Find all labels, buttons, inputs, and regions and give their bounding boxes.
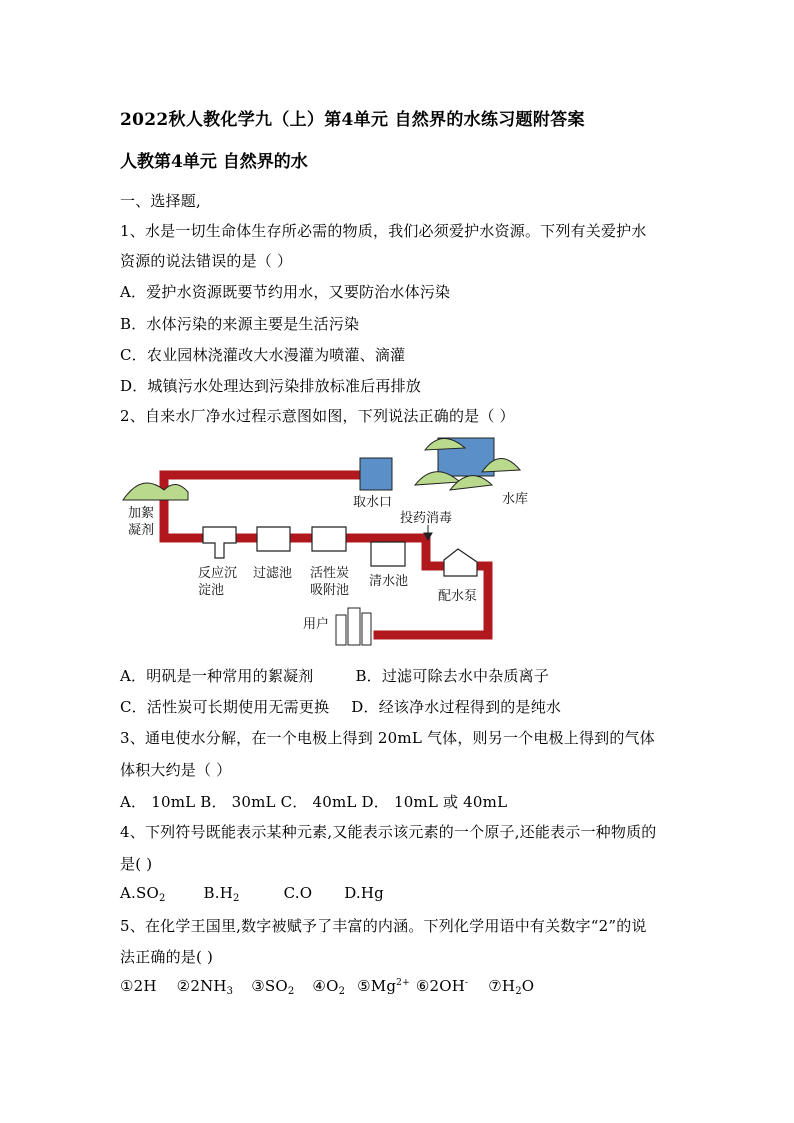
q5-item-5: $⑤Mg^{2+}$ [357, 977, 410, 995]
label-flocculant-2: 凝剂 [128, 523, 155, 538]
q1-option-b: B．水体污染的来源主要是生活污染 [120, 315, 360, 333]
q5-item-3: $③SO_2$ [251, 977, 295, 997]
q4-option-b: $B.H_2$ [203, 884, 240, 904]
label-pump: 配水泵 [438, 589, 478, 604]
q2-options-row2 [120, 696, 561, 717]
q5-items [120, 977, 534, 995]
q1-stem-line2: 资源的说法错误的是（ ） [120, 252, 293, 270]
label-intake: 取水口 [353, 495, 393, 510]
q4-stem-line1: 4、下列符号既能表示某种元素,又能表示该元素的一个原子,还能表示一种物质的 [120, 823, 657, 841]
q2-option-d: D．经该净水过程得到的是纯水 [351, 698, 562, 716]
q5-stem-line2: 法正确的是( ) [120, 948, 214, 966]
q4-option-a: $A.SO_2$ [120, 884, 166, 904]
q5-item-1: ①2H [120, 977, 157, 995]
tank-carbon [312, 527, 346, 551]
section-heading: 一、选择题, [120, 192, 201, 210]
water-treatment-diagram [120, 430, 560, 655]
q3-stem-line2: 体积大约是（ ） [120, 761, 232, 779]
tank-settling [203, 527, 236, 558]
label-disinfect: 投药消毒 [400, 511, 453, 526]
q2-option-b: B．过滤可除去水中杂质离子 [355, 667, 550, 685]
page-subtitle: 人教第4单元 自然界的水 [120, 152, 308, 172]
tank-filter [257, 527, 290, 551]
label-flocculant-1: 加絮 [128, 506, 155, 521]
hill-left-1 [123, 483, 188, 500]
tank-clear [371, 542, 405, 566]
label-carbon-1: 活性炭 [310, 566, 350, 581]
label-user: 用户 [303, 617, 330, 632]
label-settle-2: 淀池 [198, 583, 225, 598]
q1-option-a: A．爱护水资源既要节约用水，又要防治水体污染 [120, 283, 451, 301]
user-buildings [336, 608, 371, 645]
intake-box [360, 458, 392, 490]
q1-stem-line1: 1、水是一切生命体生存所必需的物质，我们必须爱护水资源。下列有关爱护水 [120, 222, 647, 240]
q4-stem-line2: 是( ) [120, 855, 153, 873]
q5-item-6: ⑥2OH- [415, 977, 469, 995]
q1-option-c: C．农业园林浇灌改大水漫灌为喷灌、滴灌 [120, 346, 406, 364]
pipe-network [164, 475, 488, 635]
label-reservoir: 水库 [502, 492, 529, 507]
q2-stem: 2、自来水厂净水过程示意图如图，下列说法正确的是（ ） [120, 407, 515, 425]
q4-option-d: D.Hg [344, 884, 384, 902]
q1-option-d: D．城镇污水处理达到污染排放标准后再排放 [120, 377, 422, 395]
page-title: 2022秋人教化学九（上）第4单元 自然界的水练习题附答案 [120, 110, 585, 130]
hill-reservoir-3 [450, 476, 492, 490]
q4-option-c: C.O [283, 884, 313, 902]
q2-option-a: A．明矾是一种常用的絮凝剂 [120, 667, 314, 685]
q5-item-2: $②2NH_3$ [176, 977, 234, 997]
q4-options [120, 884, 384, 902]
q2-options-row1 [120, 665, 549, 686]
q5-stem-line1: 5、在化学王国里,数字被赋予了丰富的内涵。下列化学用语中有关数字“2”的说 [120, 917, 647, 935]
label-filter: 过滤池 [253, 566, 293, 581]
q3-stem-line1: 3、通电使水分解，在一个电极上得到 20mL 气体，则另一个电极上得到的气体 [120, 729, 655, 747]
water-treatment-svg [120, 430, 560, 655]
q3-options: A． 10mL B． 30mL C． 40mL D． 10mL 或 40mL [120, 793, 508, 811]
label-clear: 清水池 [369, 574, 409, 589]
q2-option-c: C．活性炭可长期使用无需更换 [120, 698, 330, 716]
label-settle-1: 反应沉 [198, 566, 238, 581]
pump-house [444, 549, 477, 576]
q5-item-4: $④O_2$ [312, 977, 346, 997]
label-carbon-2: 吸附池 [310, 583, 350, 598]
q5-item-7: $⑦H_2O$ [488, 977, 535, 997]
